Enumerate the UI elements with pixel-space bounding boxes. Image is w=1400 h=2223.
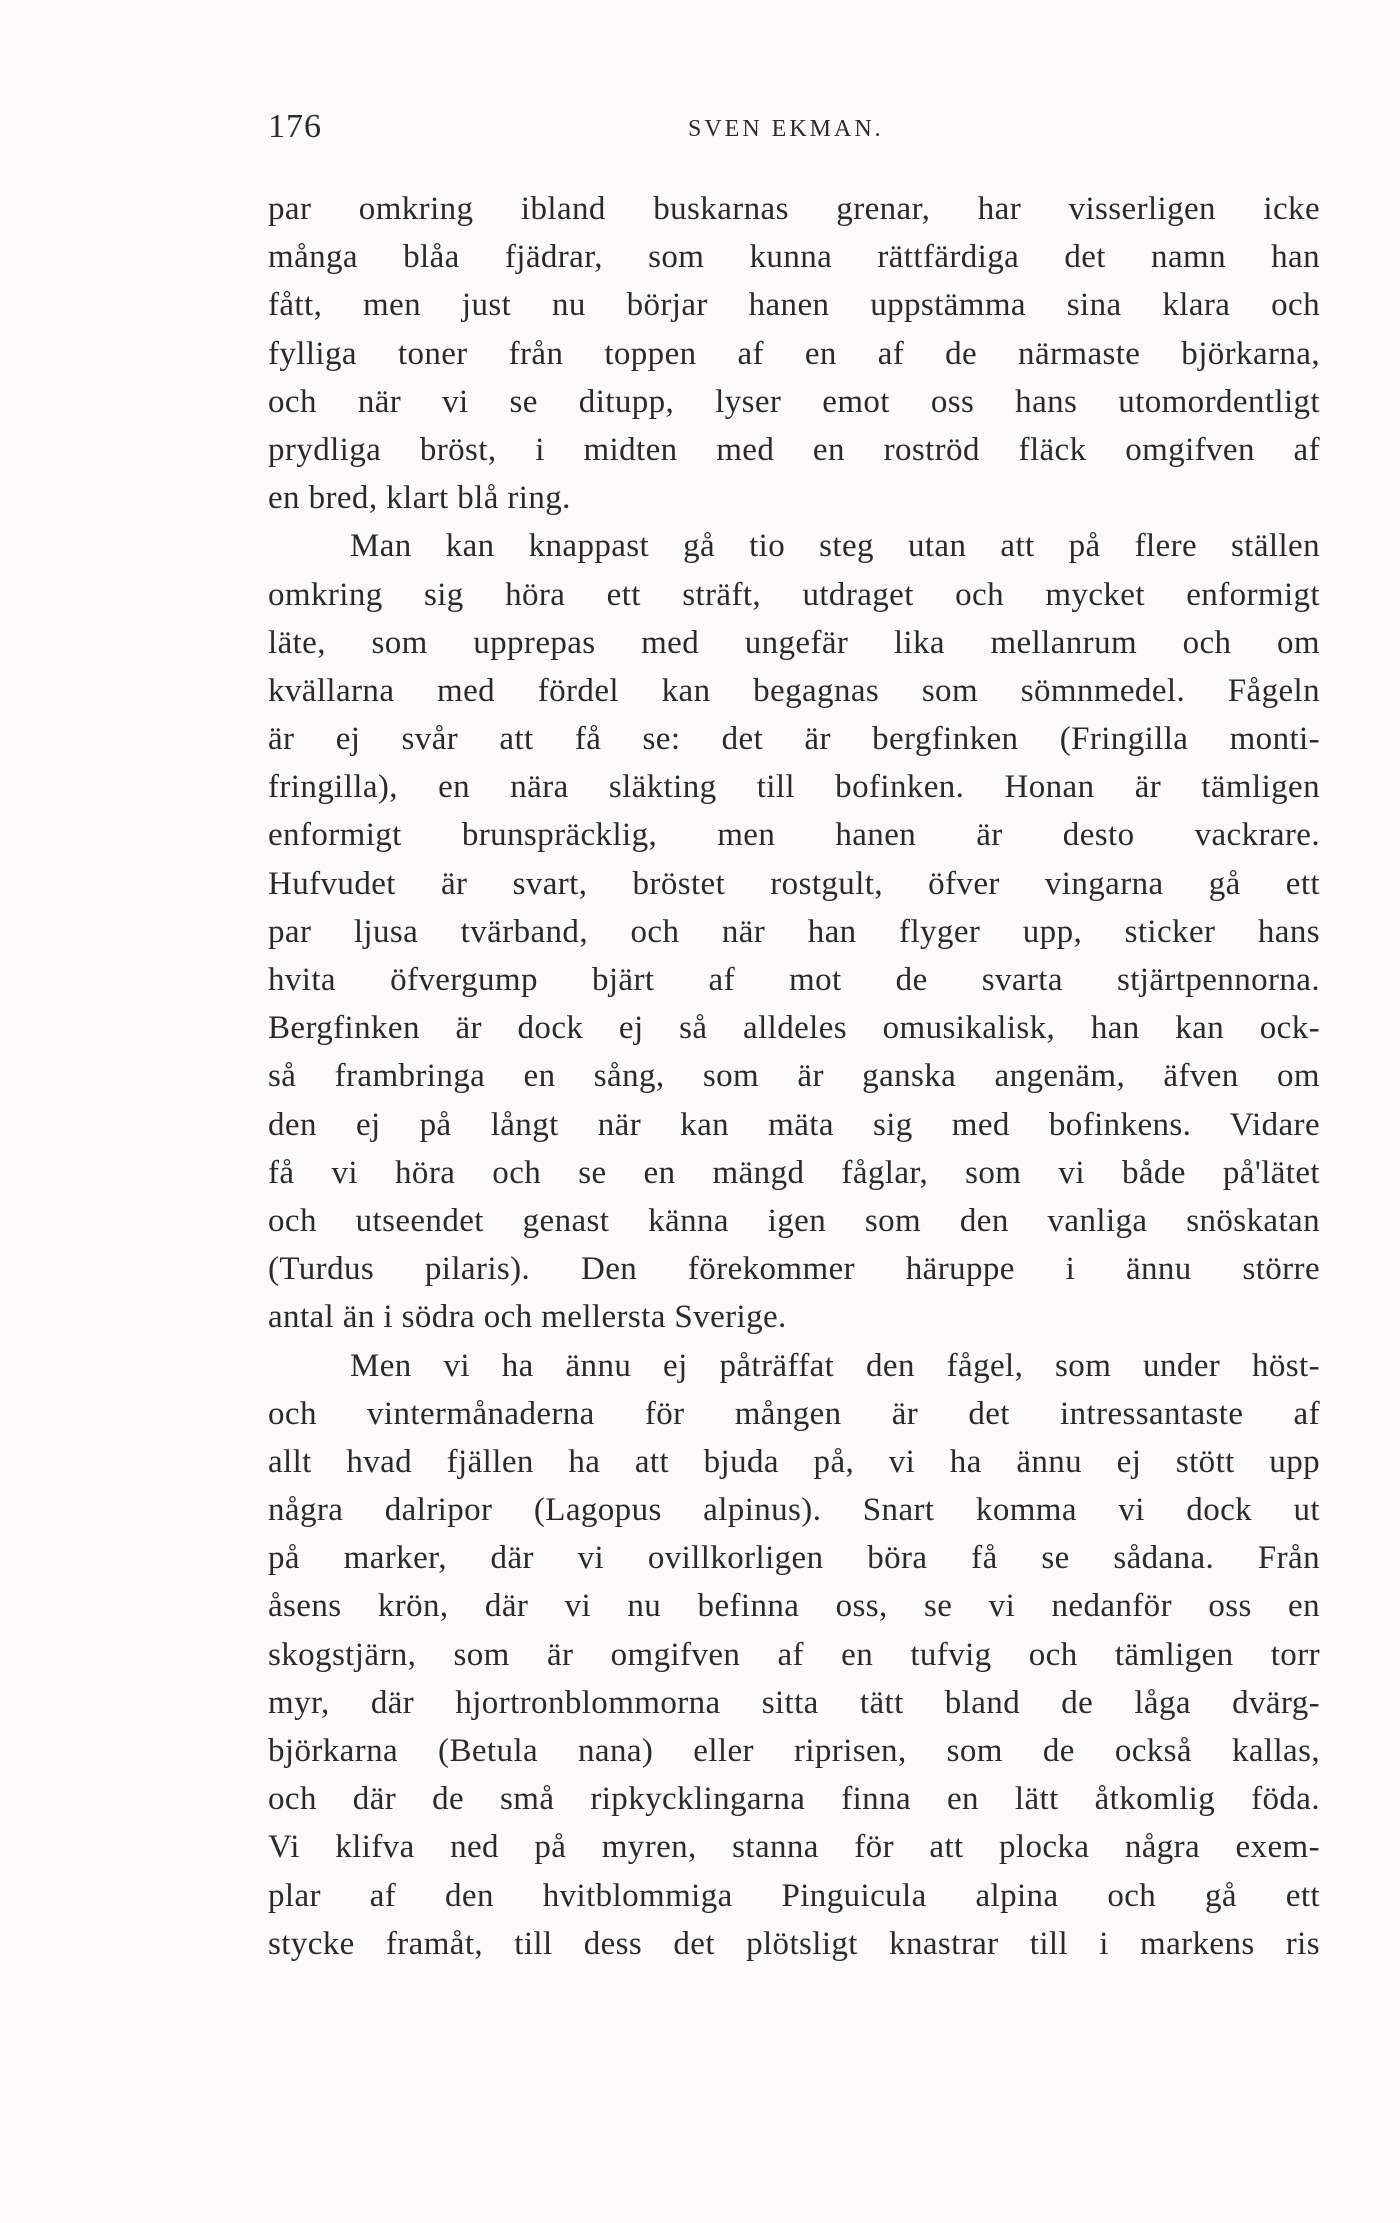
text-line: stycke framåt, till dess det plötsligt knastrar till i markens ris — [268, 1925, 1320, 1962]
text-line: åsens krön, där vi nu befinna oss, se vi nedanför oss en — [268, 1588, 1320, 1625]
text-line: den ej på långt när kan mäta sig med bofinkens. Vidare — [268, 1106, 1320, 1143]
text-line: fringilla), en nära släkting till bofinken. Honan är tämligen — [268, 769, 1320, 806]
text-line: en bred, klart blå ring. — [268, 480, 571, 517]
text-line: par ljusa tvärband, och när han flyger upp, sticker hans — [268, 913, 1320, 950]
text-line: några dalripor (Lagopus alpinus). Snart komma vi dock ut — [268, 1492, 1320, 1529]
text-line: hvita öfvergump bjärt af mot de svarta stjärtpennorna. — [268, 962, 1320, 998]
text-line: och där de små ripkycklingarna finna en lätt åtkomlig föda. — [268, 1781, 1320, 1818]
text-line: myr, där hjortronblommorna sitta tätt bland de låga dvärg- — [268, 1684, 1320, 1721]
text-line: par omkring ibland buskarnas grenar, har visserligen icke — [268, 191, 1320, 227]
text-line: på marker, där vi ovillkorligen böra få se sådana. Från — [268, 1540, 1320, 1577]
text-line: och när vi se ditupp, lyser emot oss hans utomordentligt — [268, 383, 1320, 420]
text-line: och vintermånaderna för mången är det intressantaste af — [268, 1395, 1320, 1432]
text-line: och utseendet genast känna igen som den vanliga snöskatan — [268, 1202, 1320, 1239]
text-line: skogstjärn, som är omgifven af en tufvig och tämligen torr — [268, 1636, 1320, 1673]
text-line: Men vi ha ännu ej påträffat den fågel, som under höst- — [350, 1347, 1320, 1384]
text-line: läte, som upprepas med ungefär lika mellanrum och om — [268, 624, 1320, 661]
text-line: antal än i södra och mellersta Sverige. — [268, 1299, 787, 1336]
text-line: enformigt brunspräcklig, men hanen är desto vackrare. — [268, 817, 1320, 854]
running-head — [268, 108, 1318, 148]
text-line: Hufvudet är svart, bröstet rostgult, öfver vingarna gå ett — [268, 865, 1320, 902]
text-line: omkring sig höra ett sträft, utdraget och mycket enformigt — [268, 576, 1320, 613]
text-line: är ej svår att få se: det är bergfinken (Fringilla monti- — [268, 721, 1320, 758]
text-line: björkarna (Betula nana) eller riprisen, som de också kallas, — [268, 1733, 1320, 1769]
text-line: fått, men just nu börjar hanen uppstämma sina klara och — [268, 287, 1320, 324]
text-line: fylliga toner från toppen af en af de närmaste björkarna, — [268, 335, 1320, 372]
text-line: prydliga bröst, i midten med en roströd fläck omgifven af — [268, 431, 1320, 468]
running-title: SVEN EKMAN. — [688, 116, 884, 142]
text-line: Vi klifva ned på myren, stanna för att plocka några exem- — [268, 1829, 1320, 1866]
text-line: kvällarna med fördel kan begagnas som sömnmedel. Fågeln — [268, 672, 1320, 709]
text-line: Bergfinken är dock ej så alldeles omusikalisk, han kan ock- — [268, 1010, 1320, 1047]
text-line: få vi höra och se en mängd fåglar, som vi både på'lätet — [268, 1154, 1320, 1191]
text-line: plar af den hvitblommiga Pinguicula alpina och gå ett — [268, 1877, 1320, 1914]
text-line: (Turdus pilaris). Den förekommer häruppe i ännu större — [268, 1251, 1320, 1288]
text-line: allt hvad fjällen ha att bjuda på, vi ha ännu ej stött upp — [268, 1443, 1320, 1480]
text-line: Man kan knappast gå tio steg utan att på flere ställen — [350, 528, 1320, 565]
page-number: 176 — [268, 108, 322, 145]
body-text — [268, 185, 1320, 1968]
text-line: så frambringa en sång, som är ganska angenäm, äfven om — [268, 1058, 1320, 1095]
text-line: många blåa fjädrar, som kunna rättfärdiga det namn han — [268, 239, 1320, 276]
